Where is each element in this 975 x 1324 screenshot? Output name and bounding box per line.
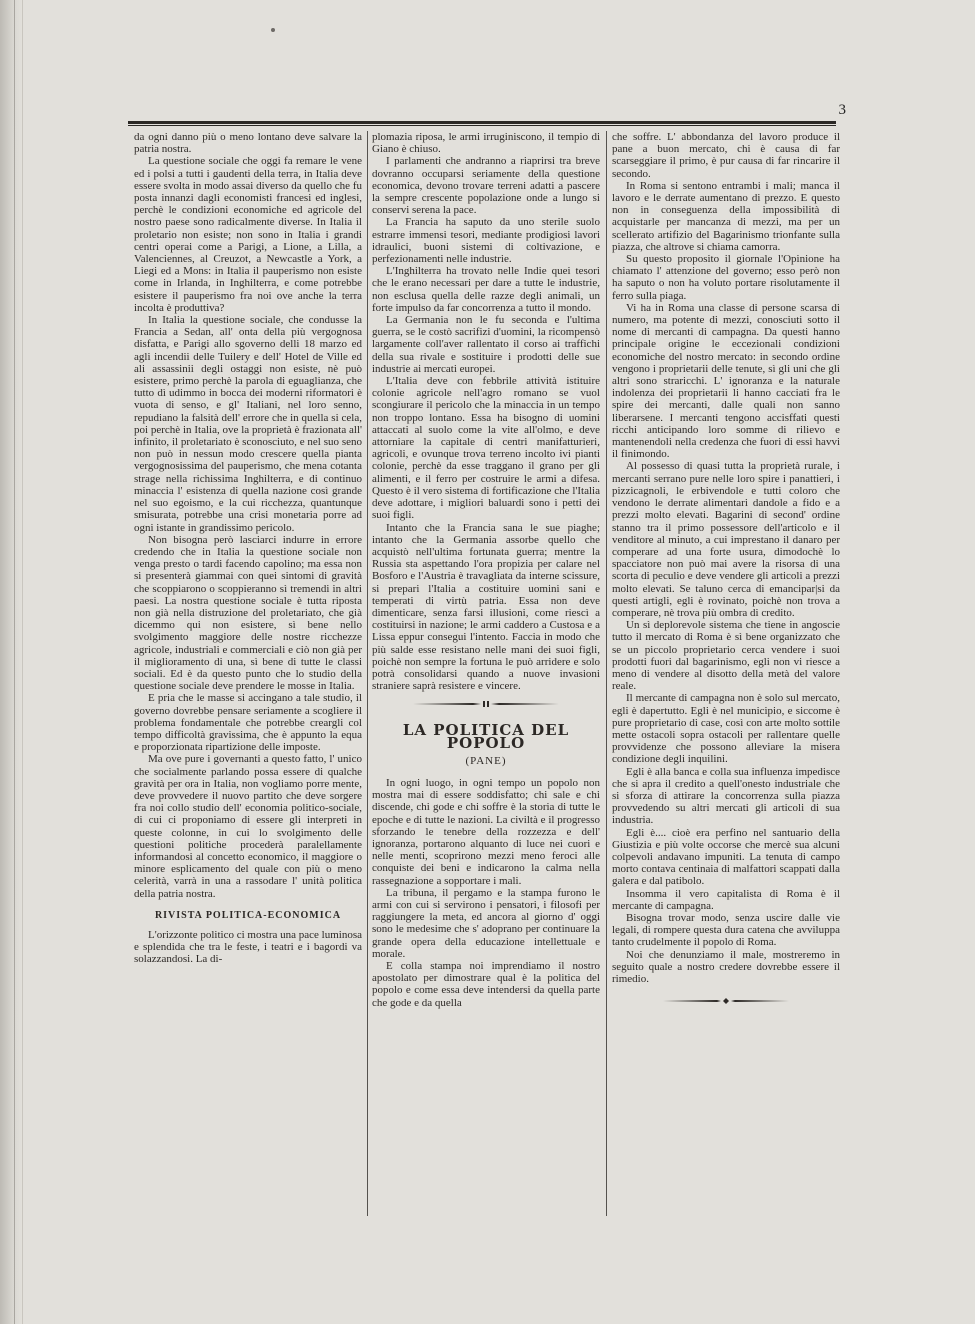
col1-paragraph: Non bisogna però lasciarci indurre in errore credendo che in Italia la questione sociale non venga presto o tardi facendo capolino; ma essa non si presenterà giammai con quei sintomi di gravità che scoppiarono o scoppieranno sì tremendi in altri paesi. La nostra questione sociale è tutta riposta non già nella distruzione del proletariato, che già dicemmo qui non esistere, sì bene nello svolgimento maggiore delle nostre ricchezze agricole, industriali e commerciali e ciò non già per il miglioramento di una, sì bene di tutte le classi sociali. Ed è da questo punto che lo studio della questione sociale deve prendere le mosse in Italia. — [134, 533, 362, 693]
ink-spot — [271, 28, 275, 32]
col3-paragraph: Insomma il vero capitalista di Roma è il mercante di campagna. — [612, 887, 840, 912]
col2-paragraph: I parlamenti che andranno a riaprirsi tra breve dovranno occuparsi seriamente della questione economica, devono trovare terreni adatti a pascere la sempre crescente popolazione onde a lungo si conservi serena la pace. — [372, 155, 600, 217]
col1-paragraph: La questione sociale che oggi fa remare le vene ed i polsi a tutti i gaudenti della terra, in Italia deve essere svolta in modo assai diverso da quello che fu posta innanzi dagli economisti francesi ed inglesi, perchè le condizioni economiche ed agricole del nostro paese sono radicalmente diverse. In Italia il proletario non esiste; non sono in Italia i grandi centri operai come a Parigi, a Lione, a Lilla, a Valenciennes, al Creuzot, a Newcastle a York, a Liegi ed a Mons: in Italia il pauperismo non esiste come in Irlanda, in Inghilterra, e come potrebbe esistere il pauperismo fra noi ove anche la terra incolta è produttiva? — [134, 155, 362, 314]
closing-ornament — [612, 997, 840, 1005]
col3-paragraph: Egli è.... cioè era perfino nel santuario della Giustizia e più volte occorse che mercè sua alcuni colpevoli andavano impuniti. La tenuta di campo morto contava centinaia di malfattori scappati dalla galera e dal patibolo. — [612, 826, 840, 888]
col3-paragraph: Noi che denunziamo il male, mostreremo in seguito quale a nostro credere dovrebbe essere il rimedio. — [612, 948, 840, 986]
section-heading: RIVISTA POLITICA-ECONOMICA — [154, 909, 342, 921]
col3-paragraph: In Roma si sentono entrambi i mali; manca il lavoro e le derrate aumentano di prezzo. E questo non in conseguenza della impossibilità di acquistarle per mancanza di mezzi, ma per un scellerato artifizio del Bagarinismo trionfante sulla piazza, che altrove si chiama camorra. — [612, 179, 840, 253]
column-rule-1 — [367, 131, 368, 1216]
column-2 — [372, 131, 600, 1009]
ornamental-divider — [372, 700, 600, 708]
top-rule — [128, 121, 836, 126]
col3-paragraph: Egli è alla banca e colla sua influenza impedisce che si apra il credito a quell'onesto industriale che si sforza di attirare la concorrenza sulla piazza provvedendo su altri mercati gli articoli di sua industria. — [612, 765, 840, 827]
col2-paragraph: La Germania non le fu seconda e l'ultima guerra, se le costò sacrifizi d'uomini, la ricompensò largamente coll'aver rallentato il corso ai traffichi della sua rivale e sostituire i prodotti delle sue industrie ai mercati europei. — [372, 314, 600, 375]
page-number: 3 — [838, 102, 846, 118]
col2-paragraph: plomazia riposa, le armi irruginiscono, il tempio di Giano è chiuso. — [372, 131, 600, 156]
divider-ornament-icon — [411, 700, 561, 708]
col2-paragraph: Intanto che la Francia sana le sue piaghe; intanto che la Germania assorbe quello che acquistò nell'ultima fortunata guerra; mentre la Russia sta aspettando l'ora propizia per calare nel Bosforo e l'Austria è travagliata da interne scissure, si prepari l'Italia a costituire uomini sani e temperati di virtù patria. Essa non deve dimenticare, senza farsi illusioni, come riescì a costituirsi in nazione; le armi caddero a Custosa e a Lissa eppur consegui l'intento. Faccia in modo che più salde esse resistano nelle mani dei suoi figli, poichè non sempre la fortuna le può arridere e solo potrà consolidarsi quando a nuove invasioni straniere saprà resistere e vincere. — [372, 521, 600, 693]
col2-paragraph: La tribuna, il pergamo e la stampa furono le armi con cui si servirono i pensatori, i filosofi per raggiungere la meta, ed ancora al giorno d' oggi sono le medesime che s' adoprano per continuare la grande opera della educazione intellettuale e morale. — [372, 886, 600, 960]
page-edge — [0, 0, 23, 1324]
article-title: LA POLITICA DEL POPOLO — [402, 721, 570, 752]
col1-paragraph: da ogni danno più o meno lontano deve salvare la patria nostra. — [134, 131, 362, 156]
article-subtitle: (PANE) — [465, 754, 507, 767]
col3-paragraph: Al possesso di quasi tutta la proprietà rurale, i mercanti serrano pure nelle loro spire i panattieri, i pizzicagnoli, le erbivendole e tutti coloro che vendono le derrate alimentari dandole a fido e a prezzi molto elevati. Bagarini di second' ordine stanno tra il primo possessore dell'articolo e il venditore al minuto, a cui imprestano il danaro per comperare ad una forte usura, dimodochè lo spacciatore non può mai avere la risorsa di una scorta di peculio e deve vendere gli articoli a prezzi molto elevati. Se taluno cerca di emancipar|si da questi artigli, egli è rovinato, poichè non trova a comperare, nè trova più ombra di credito. — [612, 460, 840, 619]
column-rule-2 — [606, 131, 607, 1216]
col3-paragraph: che soffre. L' abbondanza del lavoro produce il pane a buon mercato, chi è causa di far scarseggiare il primo, è pur causa di far rincarire il secondo. — [612, 131, 840, 180]
col2-paragraph: La Francia ha saputo da uno sterile suolo estrarre immensi tesori, mediante prodigiosi lavori idraulici, buoni sistemi di coltivazione, e perfezionamenti nelle industrie. — [372, 216, 600, 266]
col3-paragraph: Vi ha in Roma una classe di persone scarsa di numero, ma potente di mezzi, conosciuti sotto il nome di mercanti di campagna. Da questi hanno principale origine le eccezionali condizioni economiche del nostro mercato: in secondo ordine vengono i proprietarii delle tenute, sì gli uni che gli altri sono straricchi. L' ignoranza e la naturale indolenza dei proprietarii li hanno cacciati fra le spire dei mercanti, dalle quali non sanno liberarsene. I mercanti tengono accisffati questi ricchi anticipando loro somme di rilievo e mantenendoli nella credenza che fuori di essi havvi il finimondo. — [612, 301, 840, 461]
col3-paragraph: Su questo proposito il giornale l'Opinione ha chiamato l' attenzione del governo; esso però non ha saputo o non ha voluto portare risolutamente il ferro sulla piaga. — [612, 253, 840, 302]
column-3 — [612, 131, 840, 1015]
col3-paragraph: Un sì deplorevole sistema che tiene in angoscie tutto il mercato di Roma è sì bene organizzato che se un piccolo proprietario cerca vendere i suoi prodotti fuori dal bagarinismo, egli non vi riesce a meno di vendere al disotto della metà del valore reale. — [612, 619, 840, 693]
col1-paragraph: Ma ove pure i governanti a questo fatto, l' unico che socialmente parlando possa essere di qualche gravità per ora in Italia, non vogliamo porre mente, deve provvedere il nuovo partito che deve sorgere fra noi collo studio dell' economia politico-sociale, di cui ci proponiamo di essere gli interpreti in queste colonne, in cui lo svolgimento delle questioni politiche procederà paralellamente informandosi al concetto economico, il maggiore o minore esplicamento del quale con più o meno celerità, varrà in una a rassodare l' unità politica della patria nostra. — [134, 753, 362, 900]
col2-paragraph: L'Italia deve con febbrile attività istituire colonie agricole nell'agro romano se vuol scongiurare il pericolo che la minaccia in un tempo non troppo lontano. Essa ha bisogno di uomini attaccati al suolo come la vite all'olmo, e deve attorniare la capitale di centri manifatturieri, agricoli, e ovunque trova terreno incolto ivi pianti colonie, perchè da esse traggano il grano per gli alimenti, e il ferro per costruire le armi a difesa. Questo è il vero sistema di fortificazione che l'Italia deve adottare, i migliori baluardi sono i petti dei suoi figli. — [372, 375, 600, 522]
col1-paragraph: In Italia la questione sociale, che condusse la Francia a Sedan, all' onta della più vergognosa disfatta, e Parigi allo sgoverno delli 18 marzo ed agli incendii delle Tuilery e dell' Hotel de Ville ed ali assassinii degli ostaggi non esiste, nè può esistere, primo perchè la parola di eguaglianza, che tutto dì udimmo in bocca dei moderni riformatori è vuota di senso, e gl' Italiani, nel loro senno, repudiano la falsità dell' errore che in quella si cela, poi perchè in Italia, ove la proprietà è frazionata all' infinito, il proletariato è sconosciuto, e nel suo seno non può in nessun modo crescere quella pianta vergognosissima del pauperismo, che mena cotanta strage nella richissima Inghilterra, e di continuo minaccia l' esistenza di quella nazione così grande nel suo egoismo, e la cui ricchezza, quantunque smisurata, potrebbe una crisi monetaria porre ad ogni istante in grandissimo pericolo. — [134, 314, 362, 534]
col1-paragraph: L'orizzonte politico ci mostra una pace luminosa e splendida che tra le feste, i teatri e i bagordi va solazzandosi. La di- — [134, 929, 362, 966]
closing-ornament-icon — [661, 997, 791, 1005]
col2-paragraph: L'Inghilterra ha trovato nelle Indie quei tesori che le erano necessari per dare a tutte le industrie, non esclusa quella delle razze degli animali, un forte impulso da far concorrenza a tutto il mondo. — [372, 265, 600, 314]
column-1 — [134, 131, 362, 966]
page-fold-line — [14, 0, 15, 1324]
col3-paragraph: Bisogna trovar modo, senza uscire dalle vie legali, di rompere questa dura catena che avviluppa tanto crudelmente il popolo di Roma. — [612, 912, 840, 949]
col2-paragraph: E colla stampa noi imprendiamo il nostro apostolato per dimostrare qual è la politica del popolo e come essa deve intendersi da quella parte che gode e da quella — [372, 960, 600, 1009]
col1-paragraph: E pria che le masse si accingano a tale studio, il governo dovrebbe pensare seriamente a scogliere il problema fondamentale che potrebbe creargli col tempo difficoltà gravissima, che è appunto la equa e proporzionata ripartizione delle imposte. — [134, 692, 362, 754]
col3-paragraph: Il mercante di campagna non è solo sul mercato, egli è dapertutto. Egli è nel municipio, e siccome è pure proprietario di case, così con arte molto sottile mette ostacoli sopra ostacoli per rallentare quelle provvidenze che possono alleviare la misera condizione degli inquilini. — [612, 692, 840, 766]
col2-paragraph: In ogni luogo, in ogni tempo un popolo non mostra mai di essere soddisfatto; chi sale e chi discende, chi gode e chi soffre è la storia di tutte le epoche e di tutte le nazioni. La civiltà e il progresso sforzando le tenebre della rozzezza e dell' ignoranza, portarono alquanto di luce nei cuori e nelle menti, scoprirono mezzi meno feroci alle conquiste dei beni e indicarono la calma nella rassegnazione a sopportare i mali. — [372, 776, 600, 887]
